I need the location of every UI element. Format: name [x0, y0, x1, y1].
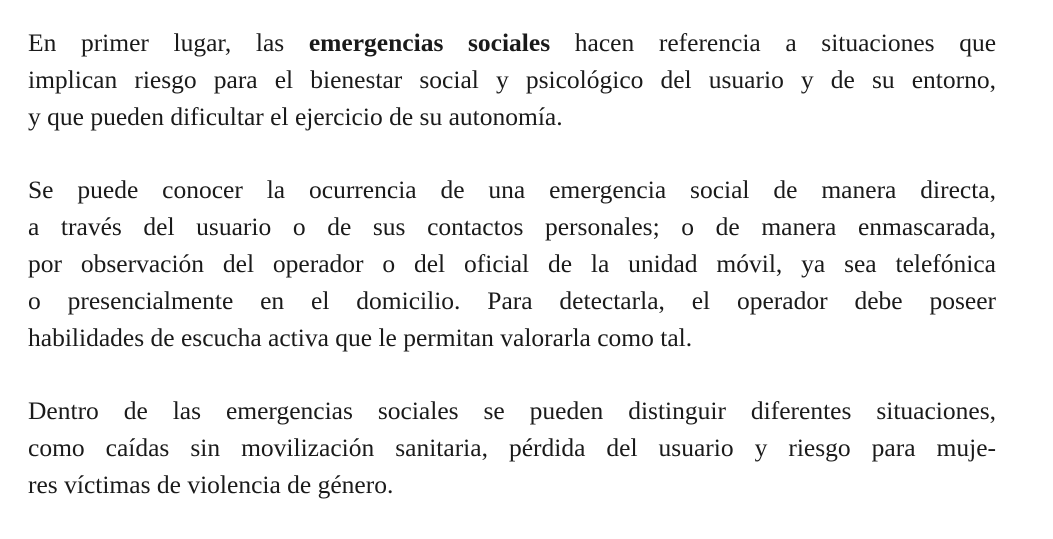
paragraph-3	[28, 392, 996, 503]
text-run: hacen referencia a situaciones que	[550, 28, 997, 57]
text-line: Dentro de las emergencias sociales se pueden distinguir diferentes situaciones,	[28, 396, 996, 425]
text-line: o presencialmente en el domicilio. Para detectarla, el operador debe poseer	[28, 286, 996, 315]
document-page	[28, 24, 996, 539]
text-line: Se puede conocer la ocurrencia de una emergencia social de manera directa,	[28, 175, 996, 204]
text-line: por observación del operador o del oficial de la unidad móvil, ya sea telefónica	[28, 249, 996, 278]
text-line: a través del usuario o de sus contactos personales; o de manera enmascarada,	[28, 212, 996, 241]
paragraph-1	[28, 24, 996, 135]
paragraph-2	[28, 171, 996, 356]
text-line: res víctimas de violencia de género.	[28, 470, 394, 499]
emphasis-term: emergencias sociales	[308, 28, 551, 57]
text-run: En primer lugar, las	[28, 28, 309, 57]
text-line: habilidades de escucha activa que le permitan valorarla como tal.	[28, 323, 693, 352]
text-line: implican riesgo para el bienestar social y psicológico del usuario y de su entorno,	[28, 65, 996, 94]
text-line	[28, 24, 996, 61]
text-line: y que pueden dificultar el ejercicio de su autonomía.	[28, 102, 563, 131]
text-line: como caídas sin movilización sanitaria, pérdida del usuario y riesgo para muje-	[28, 433, 996, 462]
